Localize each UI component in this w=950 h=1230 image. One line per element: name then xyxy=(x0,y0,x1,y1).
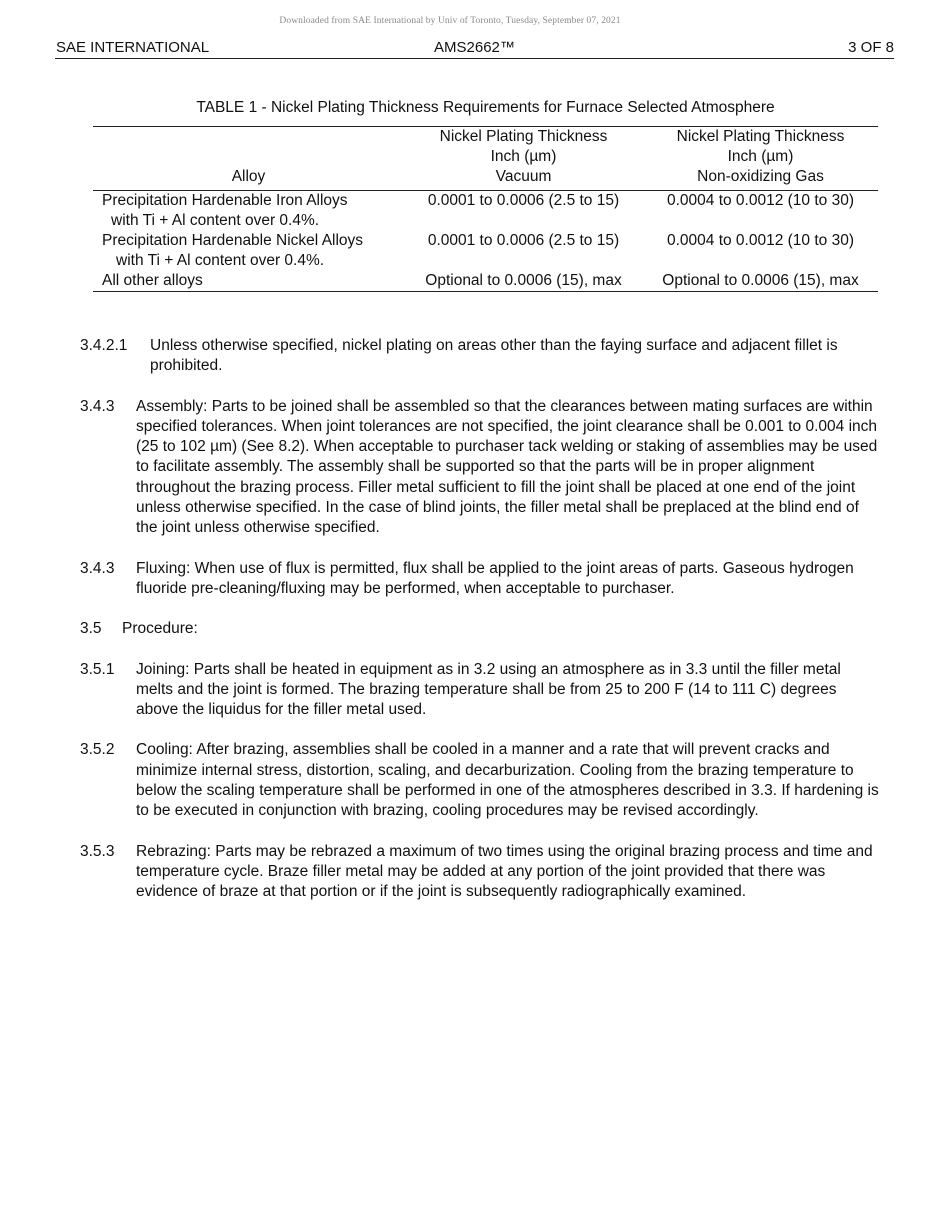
clause-number: 3.4.3 xyxy=(80,397,115,415)
page-number: 3 OF 8 xyxy=(848,39,894,56)
clause-text: Cooling: After brazing, assemblies shall be cooled in a manner and a rate that will prevent cracks and minimize internal stress, distortion, scaling, and decarburization. Cooling from the brazing temperature to below the scaling temperature shall be performed in one of the atmospheres described in 3.3. If hardening is to be executed in conjunction with brazing, cooling procedures may be revised accordingly. xyxy=(136,741,879,820)
alloy-cell xyxy=(93,231,404,271)
clause-3-5-procedure xyxy=(80,619,880,639)
table-row xyxy=(93,271,878,292)
publisher-name: SAE INTERNATIONAL xyxy=(56,39,210,56)
vacuum-thickness: 0.0001 to 0.0006 (2.5 to 15) xyxy=(427,232,620,249)
clause-text: Unless otherwise specified, nickel plating on areas other than the faying surface and adjacent fillet is prohibited. xyxy=(150,337,838,375)
clause-text: Procedure: xyxy=(122,620,198,638)
table-row xyxy=(93,231,878,271)
clause-text: Assembly: Parts to be joined shall be assembled so that the clearances between mating surfaces are within specified tolerances. When joint tolerances are not specified, the joint clearance shall be 0.001 to 0.004 inch (25 to 102 µm) (See 8.2). When acceptable to purchaser tack welding or staking of assemblies may be used to facilitate assembly. The assembly shall be supported so that the parts will be in proper alignment throughout the brazing process. Filler metal sufficient to fill the joint shall be placed at one end of the joint unless otherwise specified. In the case of blind joints, the filler metal shall be preplaced at the blind end of the joint unless otherwise specified. xyxy=(136,397,878,537)
clause-3-5-2-cooling xyxy=(80,740,880,821)
clause-3-4-2-1 xyxy=(80,336,880,377)
clause-number: 3.5 xyxy=(80,620,102,638)
clause-3-5-1-joining xyxy=(80,660,880,721)
column-header-label: Alloy xyxy=(231,168,266,185)
column-header-label: Non-oxidizing Gas xyxy=(697,168,824,185)
table-row xyxy=(93,191,878,232)
clause-number: 3.5.1 xyxy=(80,660,115,678)
clause-3-5-3-rebrazing xyxy=(80,842,880,903)
table-header-row xyxy=(93,127,878,191)
alloy-name: Precipitation Hardenable Nickel Alloys xyxy=(102,232,364,249)
vacuum-thickness: Optional to 0.0006 (15), max xyxy=(425,272,622,289)
alloy-condition: with Ti + Al content over 0.4%. xyxy=(116,252,325,269)
gas-thickness: 0.0004 to 0.0012 (10 to 30) xyxy=(666,192,854,209)
gas-thickness: Optional to 0.0006 (15), max xyxy=(662,272,859,289)
column-header-alloy xyxy=(93,127,404,191)
table-caption: TABLE 1 - Nickel Plating Thickness Requirements for Furnace Selected Atmosphere xyxy=(196,99,775,116)
clause-number: 3.5.2 xyxy=(80,741,115,759)
gas-thickness: 0.0004 to 0.0012 (10 to 30) xyxy=(666,232,854,249)
alloy-name: All other alloys xyxy=(102,272,203,289)
specification-clauses xyxy=(80,336,880,923)
column-header-line: Nickel Plating Thickness xyxy=(439,128,608,145)
clause-text: Joining: Parts shall be heated in equipment as in 3.2 using an atmosphere as in 3.3 until the filler metal melts and the joint is formed. The brazing temperature shall be from 25 to 200 F (14 to 111 C) degrees above the liquidus for the filler metal used. xyxy=(136,660,841,719)
alloy-cell xyxy=(93,271,404,292)
alloy-name: Precipitation Hardenable Iron Alloys xyxy=(102,192,348,209)
clause-text: Fluxing: When use of flux is permitted, flux shall be applied to the joint areas of parts. Gaseous hydrogen fluoride pre-cleaning/fluxing may be performed, when acceptable to purchaser. xyxy=(136,559,854,597)
download-watermark: Downloaded from SAE International by Univ of Toronto, Tuesday, September 07, 2021 xyxy=(279,16,621,26)
column-header-gas xyxy=(643,127,878,191)
column-header-unit: Inch (µm) xyxy=(490,148,557,165)
column-header-unit: Inch (µm) xyxy=(727,148,794,165)
alloy-condition: with Ti + Al content over 0.4%. xyxy=(111,212,320,229)
alloy-cell xyxy=(93,191,404,232)
clause-number: 3.5.3 xyxy=(80,842,115,860)
clause-text: Rebrazing: Parts may be rebrazed a maximum of two times using the original brazing process and time and temperature cycle. Braze filler metal may be added at any portion of the joint provided that there was evidence of braze at that portion or if the joint is subsequently radiographically examined. xyxy=(136,842,873,901)
document-number: AMS2662™ xyxy=(434,39,515,56)
clause-3-4-3-assembly xyxy=(80,397,880,539)
nickel-plating-table xyxy=(93,126,878,292)
clause-number: 3.4.3 xyxy=(80,559,115,577)
clause-3-4-3-fluxing xyxy=(80,559,880,600)
vacuum-thickness: 0.0001 to 0.0006 (2.5 to 15) xyxy=(427,192,620,209)
clause-number: 3.4.2.1 xyxy=(80,337,128,354)
page-header xyxy=(55,38,894,59)
column-header-line: Nickel Plating Thickness xyxy=(676,128,845,145)
column-header-label: Vacuum xyxy=(495,168,552,185)
column-header-vacuum xyxy=(404,127,643,191)
